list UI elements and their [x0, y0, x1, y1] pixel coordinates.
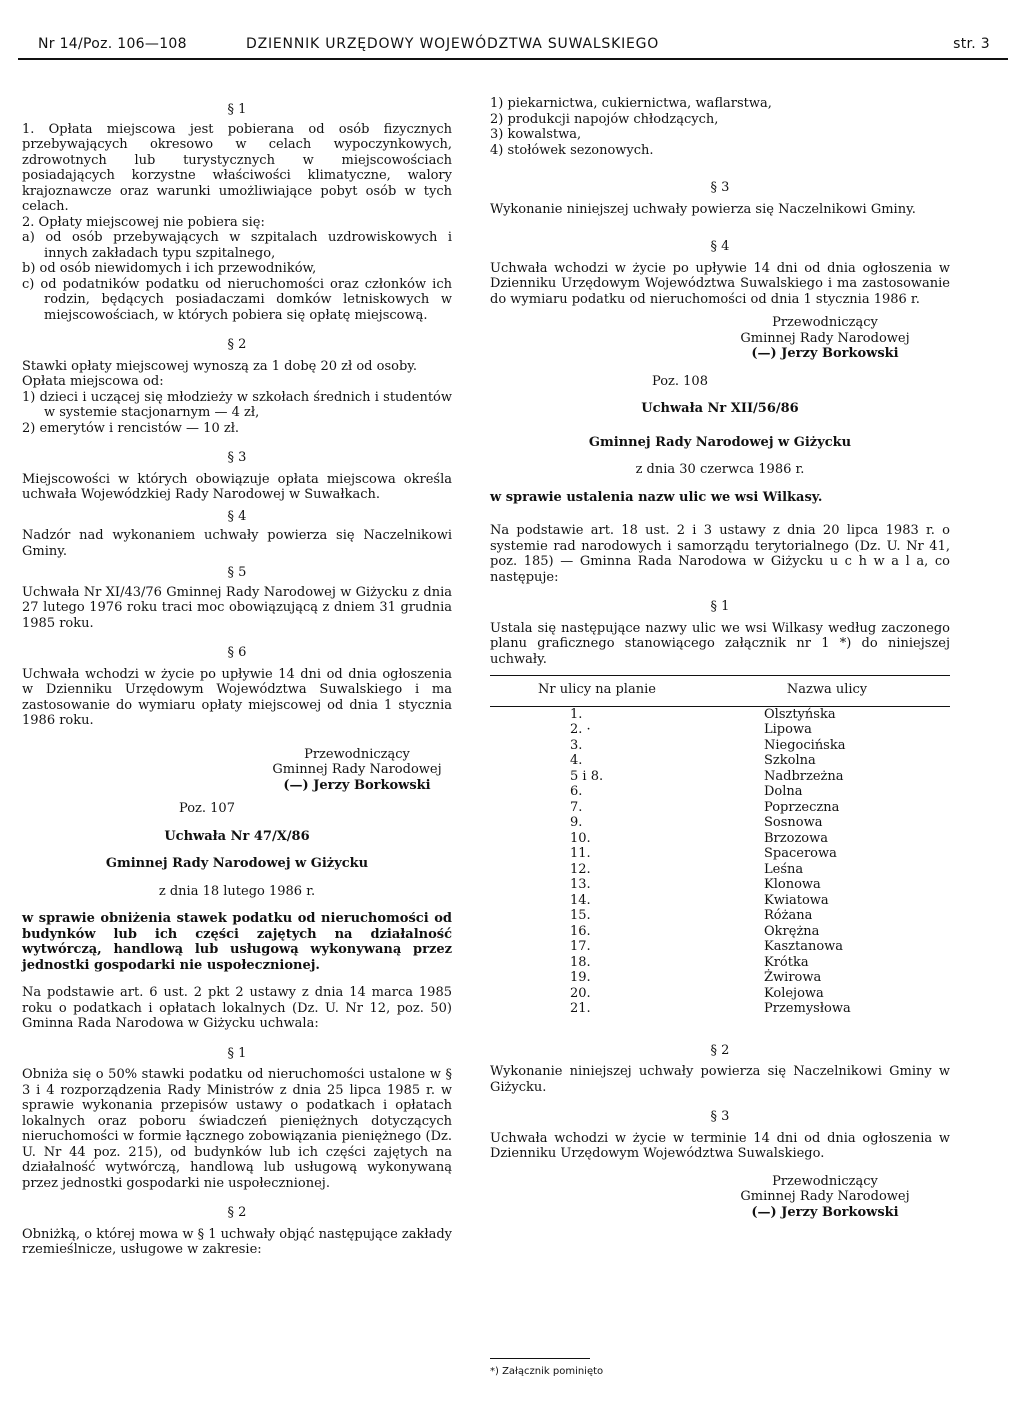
table-row [490, 955, 950, 971]
signature-title: Przewodniczący [304, 746, 410, 762]
para-s2-1: Stawki opłaty miejscowej wynoszą za 1 dobę 20 zł od osoby. [22, 358, 418, 374]
para-s2-2a: 1) dzieci i uczącej się młodzieży w szkołach średnich i studentów w systemie stacjonarnym — 4 zł, [22, 389, 452, 420]
street-name: Leśna [764, 861, 804, 877]
street-number: 16. [570, 923, 591, 939]
para-s5: Uchwała Nr XI/43/76 Gminnej Rady Narodowej w Giżycku z dnia 27 lutego 1976 roku traci moc obowiązującą z dniem 31 grudnia 1985 roku. [22, 584, 452, 631]
street-name: Różana [764, 908, 813, 923]
section-107-1: § 1 [227, 1045, 247, 1061]
street-number: 5 i 8. [570, 768, 604, 784]
table-row [490, 815, 950, 831]
street-name: Brzozowa [764, 830, 828, 846]
street-number: 18. [570, 954, 591, 970]
table-row [490, 862, 950, 878]
street-number: 9. [570, 815, 583, 830]
resolution-date-107: z dnia 18 lutego 1986 r. [158, 883, 316, 899]
street-name: Nadbrzeżna [764, 768, 844, 784]
street-table [490, 675, 950, 1017]
street-number: 19. [570, 970, 591, 985]
para-r4: Uchwała wchodzi w życie po upływie 14 dni od dnia ogłoszenia w Dzienniku Urzędowym Województwa Suwalskiego i ma zastosowanie do wymiaru podatku od nieruchomości od dnia 1 stycznia 1986 r. [490, 260, 950, 307]
position-108: Poz. 108 [652, 373, 708, 389]
para-108-3: Uchwała wchodzi w życie w terminie 14 dni od dnia ogłoszenia w Dzienniku Urzędowym Województwa Suwalskiego. [490, 1130, 950, 1161]
list-item-1: 1) piekarnictwa, cukiernictwa, waflarstwa, [490, 96, 772, 111]
para-107-1: Obniża się o 50% stawki podatku od nieruchomości ustalone w § 3 i 4 rozporządzenia Rady Ministrów z dnia 25 lipca 1985 r. w sprawie wykonania przepisów ustawy o podatkach i opłatach lokalnych oraz poboru świadczeń pieniężnych dotyczących nieruchomości w formie łącznego zobowiązania pieniężnego (Dz. U. Nr 44 poz. 215), od budynków lub ich części zajętych na działalność wytwórczą, handlową lub usługową wykonywaną przez jednostki gospodarki nie uspołecznionej. [22, 1067, 452, 1191]
table-row [490, 738, 950, 754]
resolution-title-107: Uchwała Nr 47/X/86 [164, 828, 310, 844]
table-row [490, 846, 950, 862]
street-number: 20. [570, 985, 591, 1001]
footnote-rule [490, 1358, 590, 1359]
para-s6: Uchwała wchodzi w życie po upływie 14 dni od dnia ogłoszenia w Dzienniku Urzędowym Województwa Suwalskiego i ma zastosowanie do wymiaru opłaty miejscowej od dnia 1 stycznia 1986 roku. [22, 666, 452, 728]
para-107-2: Obniżką, o której mowa w § 1 uchwały objąć następujące zakłady rzemieślnicze, usługowe w zakresie: [22, 1226, 453, 1257]
street-number: 1. [570, 706, 583, 722]
street-number: 3. [570, 737, 583, 753]
list-item-2: 2) produkcji napojów chłodzących, [490, 111, 719, 127]
street-number: 13. [570, 877, 591, 892]
table-row [490, 800, 950, 816]
council-name-108: Gminnej Rady Narodowej w Giżycku [588, 434, 852, 450]
header-street-number: Nr ulicy na planie [490, 676, 704, 707]
signature-body: Gminnej Rady Narodowej [740, 1189, 910, 1204]
para-r3: Wykonanie niniejszej uchwały powierza się Naczelnikowi Gminy. [490, 201, 916, 217]
para-s2-2b: 2) emerytów i rencistów — 10 zł. [22, 420, 240, 436]
section-r4: § 4 [710, 239, 730, 254]
section-2: § 2 [227, 337, 247, 352]
street-number: 4. [570, 753, 583, 768]
street-number: 11. [570, 846, 591, 861]
signature-block-3 [730, 1174, 920, 1221]
para-s3: Miejscowości w których obowiązuje opłata miejscowa określa uchwała Wojewódzkiej Rady Narodowej w Suwałkach. [22, 471, 452, 502]
para-1: 1. Opłata miejscowa jest pobierana od osób fizycznych przebywających okresowo w celach wypoczynkowych, zdrowotnych lub turystycznych w miejscowościach posiadających korzystne właściwości klimatyczne, walory krajoznawcze oraz warunki umożliwiające pobyt osób w tych celach. [22, 121, 452, 214]
header-rule [18, 58, 1008, 60]
signature-body: Gminnej Rady Narodowej [272, 762, 442, 777]
section-5: § 5 [227, 565, 247, 580]
street-name: Żwirowa [764, 970, 822, 985]
para-s4: Nadzór nad wykonaniem uchwały powierza się Naczelnikowi Gminy. [22, 528, 452, 559]
street-number: 21. [570, 1001, 591, 1016]
section-r3: § 3 [710, 180, 730, 195]
para-2a: a) od osób przebywających w szpitalach uzdrowiskowych i innych zakładach typu szpitalnego, [22, 230, 452, 261]
signature-block-2 [730, 315, 920, 362]
street-name: Klonowa [764, 877, 821, 892]
table-row [490, 706, 950, 722]
signature-name: (—) Jerzy Borkowski [751, 1204, 899, 1220]
street-name: Szkolna [764, 753, 816, 768]
street-name: Lipowa [764, 722, 812, 737]
street-name: Krótka [764, 954, 809, 970]
street-number: 10. [570, 830, 591, 846]
signature-name: (—) Jerzy Borkowski [283, 777, 431, 793]
table-row [490, 1001, 950, 1017]
legal-basis-107: Na podstawie art. 6 ust. 2 pkt 2 ustawy z dnia 14 marca 1985 roku o podatkach i opłatach lokalnych (Dz. U. Nr 12, poz. 50) Gminna Rada Narodowa w Giżycku uchwala: [22, 985, 452, 1031]
para-2c: c) od podatników podatku od nieruchomości oraz członków ich rodzin, będących posiadaczami domków letniskowych w miejscowościach, w których pobiera się opłatę miejscową. [22, 276, 452, 323]
table-row [490, 893, 950, 909]
header-page: str. 3 [953, 36, 990, 52]
resolution-subject-108: w sprawie ustalenia nazw ulic we wsi Wilkasy. [490, 489, 823, 505]
street-name: Niegocińska [764, 737, 846, 753]
table-row [490, 753, 950, 769]
street-name: Poprzeczna [764, 799, 840, 815]
left-column [22, 96, 452, 1258]
list-item-4: 4) stołówek sezonowych. [490, 142, 654, 158]
table-row [490, 970, 950, 986]
resolution-subject-107: w sprawie obniżenia stawek podatku od nieruchomości od budynków lub ich części zajętych na działalność wytwórczą, handlową lub usługową wykonywaną przez jednostki gospodarki nie uspołecznionej. [22, 911, 452, 973]
header-title: DZIENNIK URZĘDOWY WOJEWÓDZTWA SUWALSKIEGO [246, 36, 660, 52]
street-number: 14. [570, 892, 591, 908]
table-row [490, 908, 950, 924]
table-row [490, 924, 950, 940]
section-108-1: § 1 [710, 599, 730, 614]
signature-name: (—) Jerzy Borkowski [751, 346, 899, 361]
street-number: 17. [570, 939, 591, 954]
street-name: Kolejowa [764, 985, 824, 1001]
street-name: Sosnowa [764, 815, 823, 830]
table-row [490, 784, 950, 800]
section-6: § 6 [227, 645, 247, 660]
section-108-2: § 2 [710, 1042, 730, 1058]
table-header-row [490, 676, 950, 707]
header-issue: Nr 14/Poz. 106—108 [38, 36, 187, 52]
table-row [490, 769, 950, 785]
street-number: 7. [570, 799, 583, 815]
council-name-107: Gminnej Rady Narodowej w Giżycku [105, 856, 369, 871]
table-row [490, 986, 950, 1002]
street-name: Dolna [764, 784, 803, 799]
street-name: Przemysłowa [764, 1001, 851, 1016]
table-row [490, 877, 950, 893]
street-number: 2. · [570, 722, 591, 737]
signature-title: Przewodniczący [772, 315, 878, 330]
street-number: 12. [570, 861, 591, 877]
signature-title: Przewodniczący [772, 1173, 878, 1189]
list-item-3: 3) kowalstwa, [490, 127, 582, 142]
position-107: Poz. 107 [179, 801, 235, 816]
table-row [490, 939, 950, 955]
para-108-2: Wykonanie niniejszej uchwały powierza się Naczelnikowi Gminy w Giżycku. [490, 1064, 950, 1095]
section-3: § 3 [227, 450, 247, 465]
street-name: Spacerowa [764, 846, 837, 861]
para-2: 2. Opłaty miejscowej nie pobiera się: [22, 214, 265, 230]
para-108-1: Ustala się następujące nazwy ulic we wsi Wilkasy według zaczonego planu graficznego stanowiącego załącznik nr 1 *) do niniejszej uchwały. [490, 620, 950, 667]
section-108-3: § 3 [710, 1109, 730, 1124]
resolution-date-108: z dnia 30 czerwca 1986 r. [635, 462, 805, 477]
table-row [490, 831, 950, 847]
section-1: § 1 [227, 102, 247, 117]
header-street-name: Nazwa ulicy [704, 676, 950, 707]
signature-body: Gminnej Rady Narodowej [740, 330, 910, 346]
street-table-body [490, 706, 950, 1017]
right-column [490, 96, 950, 1220]
street-name: Kwiatowa [764, 892, 829, 908]
section-107-2: § 2 [227, 1205, 247, 1220]
street-name: Kasztanowa [764, 939, 844, 954]
para-s2-2: Opłata miejscowa od: [22, 374, 164, 389]
footnote: *) Załącznik pominięto [490, 1366, 604, 1377]
page-header [18, 30, 1008, 70]
para-2b: b) od osób niewidomych i ich przewodników, [22, 261, 317, 276]
signature-block-1 [262, 747, 452, 794]
street-number: 15. [570, 908, 591, 923]
street-name: Okrężna [764, 923, 820, 939]
table-row [490, 722, 950, 738]
resolution-title-108: Uchwała Nr XII/56/86 [641, 401, 799, 416]
section-4: § 4 [227, 508, 247, 524]
street-number: 6. [570, 784, 583, 799]
street-name: Olsztyńska [764, 706, 836, 722]
legal-basis-108: Na podstawie art. 18 ust. 2 i 3 ustawy z dnia 20 lipca 1983 r. o systemie rad narodowych i samorządu terytorialnego (Dz. U. Nr 41, poz. 185) — Gminna Rada Narodowa w Giżycku u c h w a l a, co następuje: [490, 523, 950, 585]
